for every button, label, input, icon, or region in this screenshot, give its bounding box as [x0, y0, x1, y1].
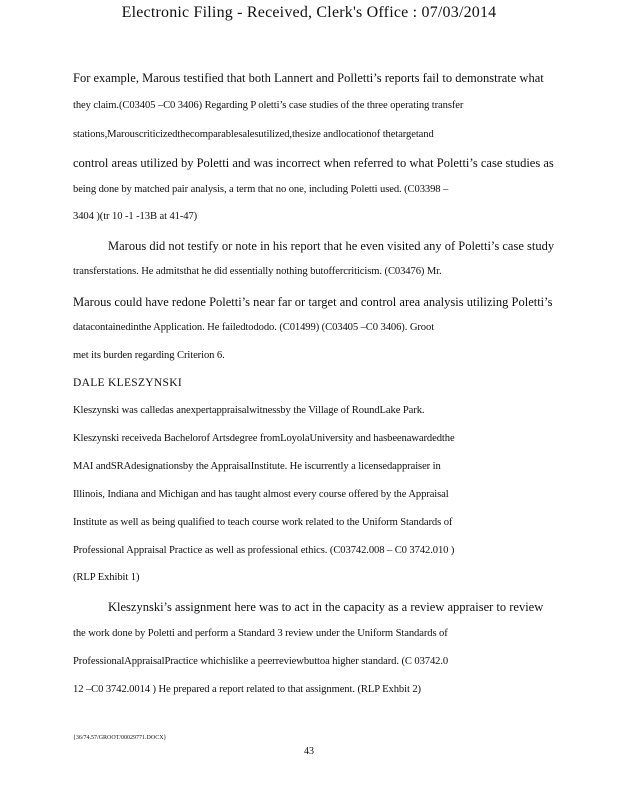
- body-line: Kleszynski’s assignment here was to act in the capacity as a review appraiser to review: [108, 600, 544, 614]
- body-line: datacontainedinthe Application. He failedtododo. (C01499) (C03405 –C0 3406). Groot: [73, 322, 435, 333]
- body-line: ProfessionalAppraisalPractice whichislike a peerreviewbuttoa higher standard. (C 03742.0: [73, 656, 449, 667]
- page-number: 43: [304, 746, 314, 757]
- body-line: the work done by Poletti and perform a Standard 3 review under the Uniform Standards of: [73, 628, 448, 639]
- body-line: 12 –C0 3742.0014 ) He prepared a report related to that assignment. (RLP Exhbit 2): [73, 684, 421, 695]
- body-line: Illinois, Indiana and Michigan and has taught almost every course offered by the Appraisal: [73, 489, 449, 500]
- body-line: (RLP Exhibit 1): [73, 572, 140, 583]
- body-line: transferstations. He admitsthat he did essentially nothing butoffercriticism. (C03476) Mr.: [73, 266, 442, 277]
- body-line: Kleszynski was calledas anexpertappraisalwitnessby the Village of RoundLake Park.: [73, 405, 425, 416]
- body-line: Marous could have redone Poletti’s near far or target and control area analysis utilizing Poletti’s: [73, 295, 553, 309]
- body-line: control areas utilized by Poletti and was incorrect when referred to what Poletti’s case studies as: [73, 156, 554, 170]
- body-line: Marous did not testify or note in his report that he even visited any of Poletti’s case study: [108, 239, 555, 253]
- body-line: For example, Marous testified that both Lannert and Polletti’s reports fail to demonstrate what: [73, 71, 544, 85]
- body-line: Institute as well as being qualified to teach course work related to the Uniform Standards of: [73, 517, 453, 528]
- filing-header: Electronic Filing - Received, Clerk's Office : 07/03/2014: [121, 4, 497, 21]
- body-line: Kleszynski receiveda Bachelorof Artsdegree fromLoyolaUniversity and hasbeenawardedthe: [73, 433, 455, 444]
- body-line: being done by matched pair analysis, a term that no one, including Poletti used. (C03398 –: [73, 184, 449, 195]
- section-heading: DALE KLESZYNSKI: [73, 377, 182, 389]
- body-line: met its burden regarding Criterion 6.: [73, 350, 225, 361]
- body-line: 3404 )(tr 10 -1 -13B at 41-47): [73, 211, 198, 222]
- document-reference: {36/74.57/GROOT/00029771.DOCX}: [73, 735, 167, 741]
- body-line: MAI andSRAdesignationsby the AppraisalInstitute. He iscurrently a licensedappraiser in: [73, 461, 441, 472]
- body-line: Professional Appraisal Practice as well as professional ethics. (C03742.008 – C0 3742.010 ): [73, 545, 455, 556]
- body-line: stations,Marouscriticizedthecomparablesalesutilized,thesize andlocationof thetargetand: [73, 129, 434, 140]
- body-line: they claim.(C03405 –C0 3406) Regarding P oletti’s case studies of the three operating transfer: [73, 100, 464, 111]
